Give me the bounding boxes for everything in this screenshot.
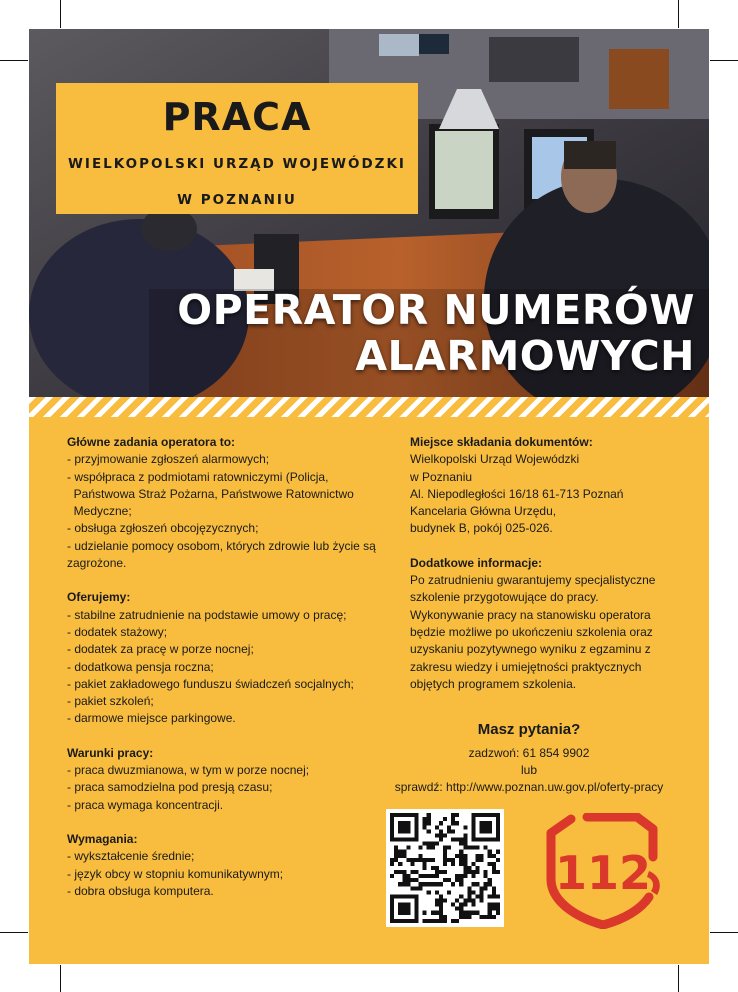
additional-line: zakresu wiedzy i umiejętności praktycznych [410,659,642,674]
crop-mark [678,0,679,28]
additional-heading: Dodatkowe informacje: [410,555,543,570]
qr-code[interactable] [386,809,504,927]
documents-line: Kancelaria Główna Urzędu, [410,504,557,519]
crop-mark [0,932,28,933]
crop-mark [60,965,61,992]
job-headline [177,287,695,379]
striped-divider [29,397,709,417]
tasks-heading: Główne zadania operatora to: [67,435,236,449]
headline-line2: ALARMOWYCH [355,332,695,380]
headline-line1: OPERATOR NUMERÓW [177,286,695,334]
employer-name: WIELKOPOLSKI URZĄD WOJEWÓDZKI [68,156,406,172]
contact-box [369,721,689,796]
requirements-line: - wykształcenie średnie; [67,849,195,864]
left-column [67,434,407,900]
additional-line: Wykonywanie pracy na stanowisku operatora [410,607,651,622]
conditions-line: - praca samodzielna pod presją czasu; [67,780,273,795]
contact-or: lub [520,763,537,777]
offer-line: - dodatkowa pensja roczna; [67,659,214,674]
page-title: PRACA [162,95,312,139]
additional-line: uzyskaniu pozytywnego wyniku z egzaminu z [410,642,651,657]
documents-heading: Miejsce składania dokumentów: [410,435,593,449]
contact-link[interactable]: sprawdź: http://www.poznan.uw.gov.pl/oferty-pracy [394,780,664,794]
right-column [410,434,700,693]
additional-line: szkolenie przygotowujące do pracy. [410,590,599,605]
title-box [56,83,418,214]
offer-line: - dodatek stażowy; [67,624,168,639]
crop-mark [678,965,679,992]
requirements-line: - język obcy w stopniu komunikatywnym; [67,866,284,881]
offer-line: - pakiet zakładowego funduszu świadczeń socjalnych; [67,676,354,691]
logo-number: 112 [554,846,652,900]
crop-mark [710,932,738,933]
documents-line: budynek B, pokój 025-026. [410,521,553,536]
offer-line: - pakiet szkoleń; [67,694,154,709]
questions-title: Masz pytania? [477,721,581,738]
offer-line: - dodatek za pracę w porze nocnej; [67,642,254,657]
crop-mark [710,60,738,61]
tasks-line: - współpraca z podmiotami ratowniczymi (Policja, [67,469,329,484]
tasks-line: - przyjmowanie zgłoszeń alarmowych; [67,452,270,467]
tasks-line: zagrożone. [67,556,127,571]
emergency-112-logo [541,813,671,929]
documents-line: w Poznaniu [410,469,473,484]
conditions-line: - praca dwuzmianowa, w tym w porze nocnej; [67,763,310,778]
documents-line: Wielkopolski Urząd Wojewódzki [410,452,580,467]
tasks-line: - udzielanie pomocy osobom, których zdrowie lub życie są [67,538,376,553]
documents-line: Al. Niepodległości 16/18 61-713 Poznań [410,486,624,501]
contact-phone: zadzwoń: 61 854 9902 [468,746,590,760]
crop-mark [0,60,28,61]
additional-line: będzie możliwe po ukończeniu szkolenia oraz [410,624,653,639]
employer-city: W POZNANIU [177,192,297,208]
offer-heading: Oferujemy: [67,590,131,605]
tasks-line: - obsługa zgłoszeń obcojęzycznych; [67,521,259,536]
additional-line: Po zatrudnieniu gwarantujemy specjalistyczne [410,573,656,588]
requirements-heading: Wymagania: [67,831,138,846]
conditions-line: - praca wymaga koncentracji. [67,797,224,812]
tasks-line: Medyczne; [67,504,132,519]
offer-line: - stabilne zatrudnienie na podstawie umowy o pracę; [67,607,347,622]
conditions-heading: Warunki pracy: [67,745,154,760]
requirements-line: - dobra obsługa komputera. [67,883,214,898]
crop-mark [60,0,61,28]
tasks-line: Państwowa Straż Pożarna, Państwowe Ratownictwo [67,486,354,501]
additional-line: objętych programem szkolenia. [410,676,577,691]
poster [29,29,709,964]
offer-line: - darmowe miejsce parkingowe. [67,711,236,726]
